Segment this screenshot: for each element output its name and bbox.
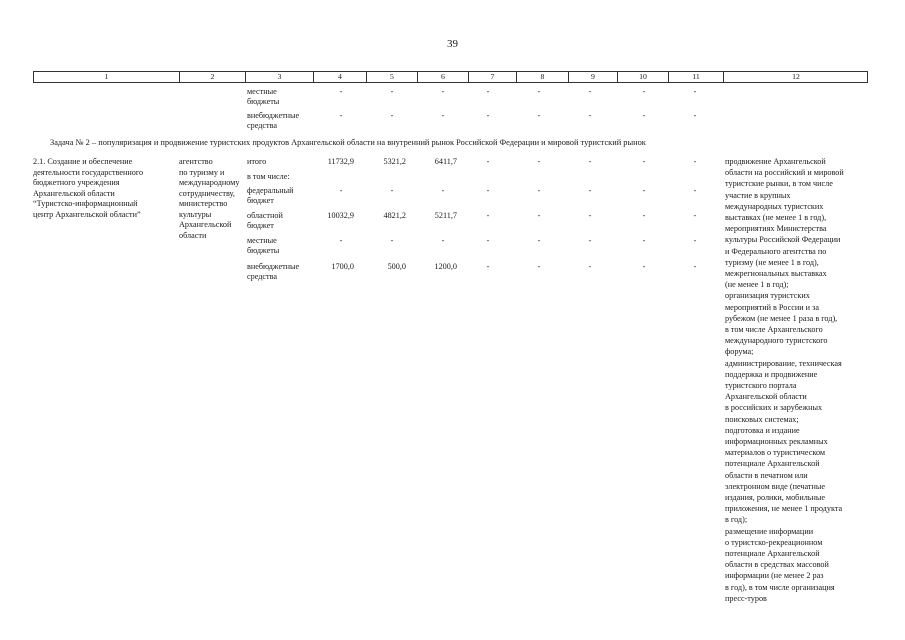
regional-col-11: - [693, 211, 697, 220]
top-row-2-val-8: - [693, 111, 697, 120]
result-line: информационных рекламных [725, 437, 828, 446]
federal-col-10: - [642, 186, 646, 195]
top-row-2-val-1: - [339, 111, 343, 120]
source-extrabudget-line2: средства [247, 272, 278, 281]
total-col-4: 11732,9 [327, 157, 354, 166]
header-col-1: 1 [104, 72, 109, 81]
total-col-5: 5321,2 [383, 157, 406, 166]
total-col-8: - [537, 157, 541, 166]
regional-col-6: 5211,7 [434, 211, 457, 220]
top-row-2-source-line1: внебюджетные [247, 111, 300, 120]
executor-line: министерство [179, 199, 228, 208]
result-line: информации (не менее 2 раз [725, 571, 824, 581]
local-col-10: - [642, 236, 646, 245]
local-col-6: - [441, 236, 445, 245]
executor-line: области [179, 230, 207, 240]
top-row-1-val-5: - [537, 87, 541, 96]
source-total: итого [247, 157, 267, 166]
result-line: организация туристских [725, 291, 810, 301]
source-federal-line1: федеральный [247, 186, 294, 195]
source-regional-line1: областной [247, 211, 283, 220]
top-row-2-val-4: - [486, 111, 490, 120]
total-col-7: - [486, 157, 490, 166]
result-line: межрегиональных выставках [725, 269, 827, 278]
result-line: области в средствах массовой [725, 560, 829, 570]
header-col-10: 10 [617, 72, 668, 82]
executor-line: агентство [179, 157, 213, 166]
header-col-2: 2 [179, 72, 245, 82]
header-col-3: 3 [245, 72, 313, 82]
source-regional-line2: бюджет [247, 221, 274, 230]
header-col-5: 5 [366, 72, 417, 82]
result-line: электронном виде (печатные [725, 481, 826, 491]
top-row-2-val-5: - [537, 111, 541, 120]
extrabudget-col-4: 1700,0 [331, 262, 354, 271]
header-col-7: 7 [468, 72, 516, 82]
result-line: подготовка и издание [725, 425, 800, 435]
result-line: потенциале Архангельской [725, 459, 820, 469]
source-including: в том числе: [247, 172, 290, 181]
total-col-10: - [642, 157, 646, 166]
result-line: участие в крупных [725, 190, 791, 200]
result-line: поисковых системах; [725, 414, 799, 424]
top-row-2-source-line2: средства [247, 121, 278, 130]
result-line: туристские рынки, в том числе [725, 179, 833, 189]
total-col-11: - [693, 157, 697, 166]
activity-name-line: деятельности государственного [33, 167, 144, 177]
executor-line: по туризму и [179, 167, 225, 177]
regional-col-8: - [537, 211, 541, 220]
result-line: культуры Российской Федерации [725, 235, 841, 245]
header-col-12: 12 [723, 72, 868, 82]
executor-line: международному [179, 178, 240, 187]
top-row-1-val-1: - [339, 87, 343, 96]
top-row-2-val-3: - [441, 111, 445, 120]
federal-col-4: - [339, 186, 343, 195]
extrabudget-col-7: - [486, 262, 490, 271]
regional-col-7: - [486, 211, 490, 220]
local-col-8: - [537, 236, 541, 245]
local-col-7: - [486, 236, 490, 245]
result-line: продвижение Архангельской [725, 157, 826, 166]
total-col-6: 6411,7 [434, 157, 457, 166]
result-line: области в печатном или [725, 470, 808, 480]
result-line: мероприятиях Министерства [725, 224, 827, 234]
local-col-9: - [588, 236, 592, 245]
federal-col-9: - [588, 186, 592, 195]
local-col-5: - [390, 236, 394, 245]
regional-col-9: - [588, 211, 592, 220]
top-row-1-source-line1: местные [247, 87, 277, 96]
result-line: издания, ролики, мобильные [725, 493, 826, 502]
top-row-2-val-6: - [588, 111, 592, 120]
source-local-line2: бюджеты [247, 246, 280, 255]
top-row-1-val-4: - [486, 87, 490, 96]
extrabudget-col-5: 500,0 [387, 262, 406, 271]
executor-line: Архангельской [179, 220, 232, 229]
federal-col-11: - [693, 186, 697, 195]
result-line: и Федерального агентства по [725, 246, 827, 256]
result-line: Архангельской области [725, 392, 807, 402]
result-line: поддержка и продвижение [725, 369, 818, 379]
result-line: размещение информации [725, 526, 814, 536]
top-row-2-val-2: - [390, 111, 394, 120]
extrabudget-col-9: - [588, 262, 592, 271]
result-line: международных туристских [725, 201, 824, 211]
executor-line: сотрудничеству, [179, 188, 235, 198]
source-federal-line2: бюджет [247, 196, 274, 205]
source-extrabudget-line1: внебюджетные [247, 262, 300, 271]
result-line: потенциале Архангельской [725, 549, 820, 558]
header-col-4: 4 [313, 72, 366, 82]
result-line: администрирование, техническая [725, 358, 842, 368]
executor-line: культуры [179, 209, 212, 219]
federal-col-5: - [390, 186, 394, 195]
regional-col-4: 10032,9 [327, 211, 354, 220]
top-row-1-val-3: - [441, 87, 445, 96]
top-row-1-source-line2: бюджеты [247, 97, 280, 106]
header-col-11: 11 [668, 72, 723, 82]
result-line: области на российский и мировой [725, 168, 844, 178]
result-line: рубежом (не менее 1 раза в год), [725, 313, 838, 323]
result-line: в год); [725, 515, 748, 525]
extrabudget-col-11: - [693, 262, 697, 271]
top-row-1-val-7: - [642, 87, 646, 96]
local-col-11: - [693, 236, 697, 245]
top-row-1-val-2: - [390, 87, 394, 96]
local-col-4: - [339, 236, 343, 245]
total-col-9: - [588, 157, 592, 166]
result-line: форума; [725, 347, 754, 357]
result-line: в том числе Архангельского [725, 325, 823, 334]
result-line: пресс-туров [725, 593, 767, 603]
extrabudget-col-6: 1200,0 [434, 262, 457, 271]
result-line: международного туристского [725, 336, 828, 346]
result-line: о туристско-рекреационном [725, 537, 823, 547]
result-line: (не менее 1 в год); [725, 280, 789, 290]
source-local-line1: местные [247, 236, 277, 245]
result-line: туристского портала [725, 381, 797, 390]
result-line: выставках (не менее 1 в год), [725, 213, 827, 222]
page-number: 39 [447, 38, 458, 50]
result-line: туризму (не менее 1 в год), [725, 257, 819, 267]
activity-name-line: Архангельской области [33, 188, 115, 198]
result-line: приложения, не менее 1 продукта [725, 504, 843, 514]
federal-col-8: - [537, 186, 541, 195]
task-title: Задача № 2 – популяризация и продвижение туристских продуктов Архангельской области на внутренний рынок Российской Федерации и мировой туристский рынок [50, 138, 646, 147]
header-col-6: 6 [417, 72, 468, 82]
federal-col-7: - [486, 186, 490, 195]
table-header-row [33, 71, 868, 83]
activity-name-line: “Туристско-информационный [33, 199, 138, 208]
result-line: материалов о туристическом [725, 448, 826, 458]
activity-name-line: бюджетного учреждения [33, 178, 120, 187]
extrabudget-col-8: - [537, 262, 541, 271]
regional-col-10: - [642, 211, 646, 220]
federal-col-6: - [441, 186, 445, 195]
top-row-1-val-8: - [693, 87, 697, 96]
header-col-9: 9 [568, 72, 617, 82]
top-row-2-val-7: - [642, 111, 646, 120]
result-line: в российских и зарубежных [725, 403, 823, 413]
regional-col-5: 4821,2 [383, 211, 406, 220]
extrabudget-col-10: - [642, 262, 646, 271]
header-col-8: 8 [516, 72, 568, 82]
result-line: в год), в том числе организация [725, 582, 835, 592]
activity-name-line: 2.1. Создание и обеспечение [33, 157, 133, 166]
top-row-1-val-6: - [588, 87, 592, 96]
result-line: мероприятий в России и за [725, 302, 819, 312]
activity-name-line: центр Архангельской области” [33, 209, 141, 219]
